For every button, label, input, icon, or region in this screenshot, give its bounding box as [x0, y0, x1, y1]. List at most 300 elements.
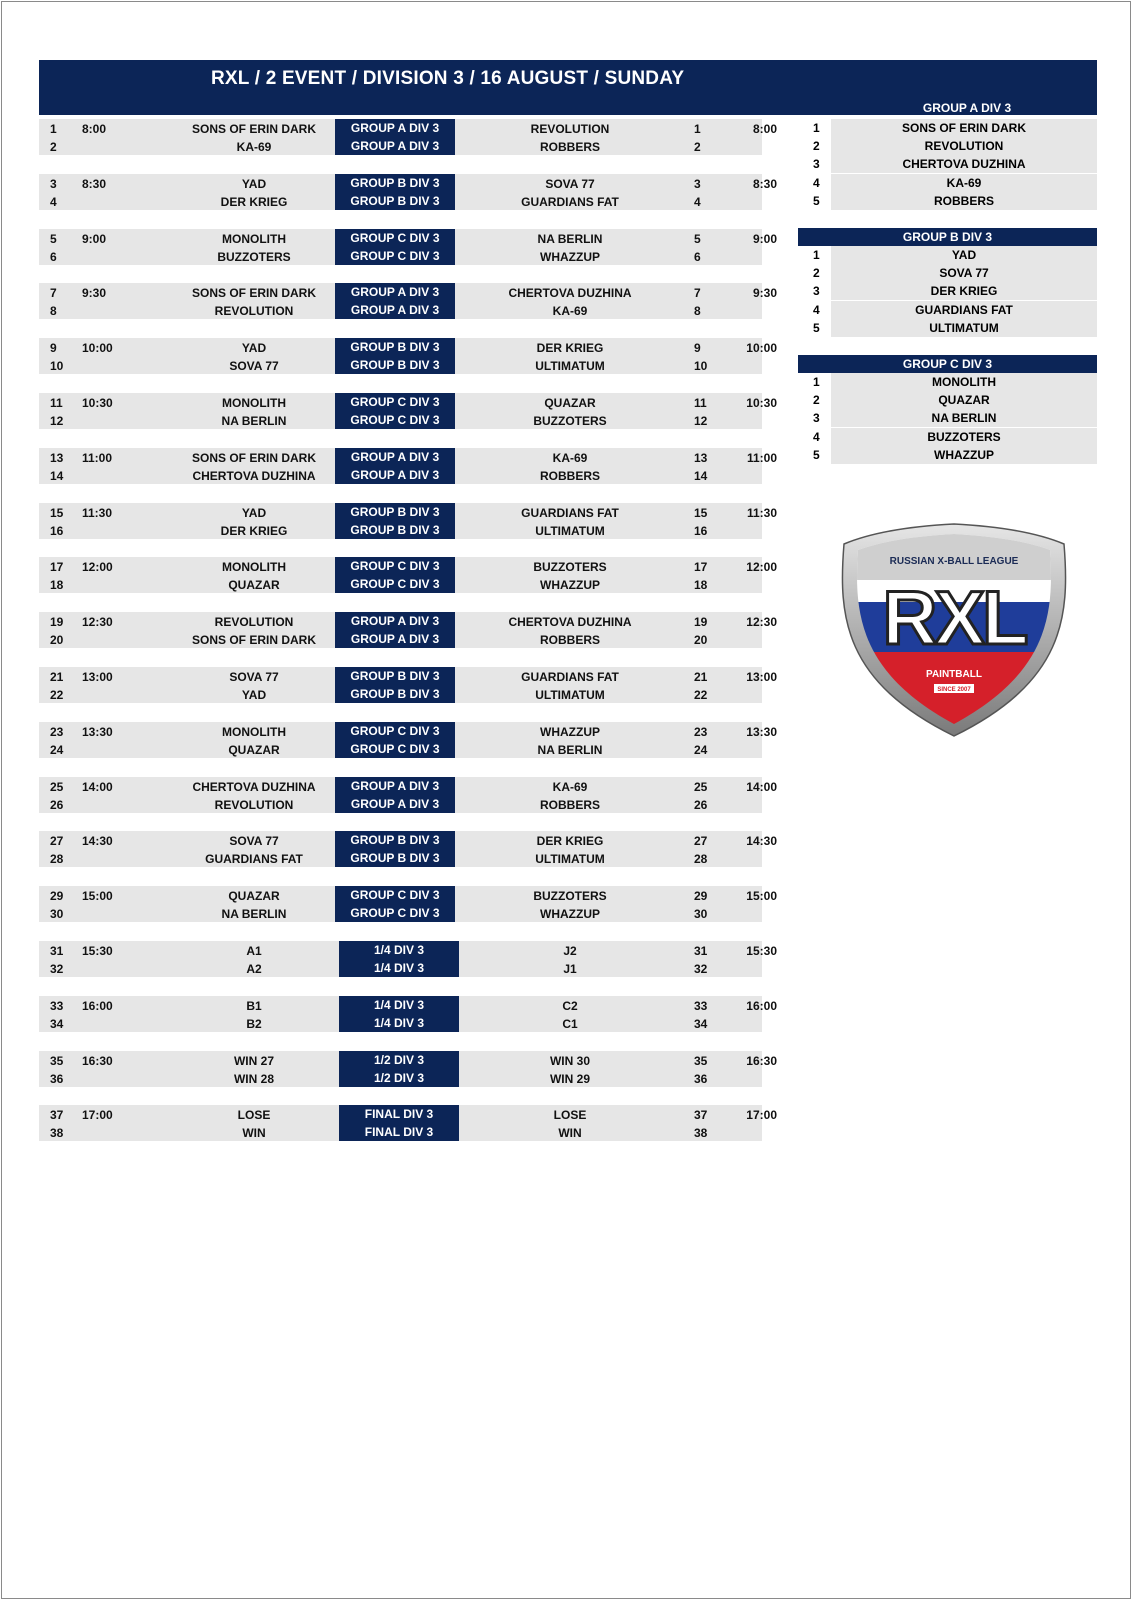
match-number: 34	[50, 1016, 64, 1031]
match-line-first	[39, 722, 777, 740]
home-team: QUAZAR	[228, 578, 280, 593]
standings-team: NA BERLIN	[831, 409, 1097, 427]
home-team: WIN 28	[233, 1071, 274, 1086]
standings-team: WHAZZUP	[831, 446, 1097, 464]
match-number-right: 5	[694, 231, 701, 246]
match-line-first	[39, 338, 777, 356]
home-team: B1	[246, 998, 262, 1013]
away-team: DER KRIEG	[536, 341, 604, 356]
match-line-first	[39, 393, 777, 411]
match-line-second	[39, 795, 762, 813]
match-number: 8	[50, 304, 57, 319]
match-line-first	[39, 448, 777, 466]
group-badge: GROUP B DIV 3	[335, 685, 455, 703]
away-team: WHAZZUP	[540, 724, 600, 739]
standings-team: BUZZOTERS	[831, 428, 1097, 446]
group-badge: GROUP C DIV 3	[335, 557, 455, 575]
match-line-first	[39, 1051, 777, 1069]
match-number: 28	[50, 852, 64, 867]
standings-position: 4	[798, 301, 831, 319]
match-number: 14	[50, 468, 64, 483]
match-number: 37	[50, 1108, 64, 1123]
match-number-right: 37	[694, 1108, 708, 1123]
match-line-first	[39, 557, 777, 575]
home-team: SONS OF ERIN DARK	[191, 286, 316, 301]
match-number: 20	[50, 633, 64, 648]
match-number-right: 29	[694, 889, 708, 904]
group-badge: FINAL DIV 3	[339, 1123, 459, 1141]
match-number: 7	[50, 286, 57, 301]
home-team: BUZZOTERS	[217, 249, 291, 264]
match-time-right: 15:00	[746, 889, 777, 904]
standings-row	[798, 319, 1097, 337]
standings-position: 4	[798, 174, 831, 192]
group-badge: 1/4 DIV 3	[339, 941, 459, 959]
home-team: YAD	[241, 176, 267, 191]
away-team: CHERTOVA DUZHINA	[508, 286, 632, 301]
standings-team: DER KRIEG	[831, 282, 1097, 300]
home-team: A1	[246, 944, 262, 958]
home-team: REVOLUTION	[214, 304, 294, 319]
away-team: GUARDIANS FAT	[521, 194, 619, 209]
standings-row	[798, 119, 1097, 137]
match-time: 9:30	[82, 286, 107, 301]
match-line-second	[39, 411, 762, 429]
away-team: GUARDIANS FAT	[521, 670, 619, 684]
away-team: KA-69	[552, 779, 588, 794]
match-block	[39, 119, 777, 155]
away-team: WIN 29	[549, 1071, 590, 1086]
match-line-first	[39, 174, 777, 192]
match-time-right: 11:00	[746, 450, 777, 465]
match-time: 13:00	[82, 670, 113, 684]
match-block	[39, 393, 777, 429]
match-time: 10:00	[82, 341, 113, 356]
match-number: 31	[50, 944, 64, 958]
match-block	[39, 1051, 777, 1087]
group-badge: GROUP C DIV 3	[335, 886, 455, 904]
match-time-right: 8:30	[752, 176, 777, 191]
home-team: SOVA 77	[229, 834, 279, 849]
match-time-right: 15:30	[746, 944, 777, 958]
header-banner	[39, 60, 1097, 115]
match-number: 25	[50, 779, 64, 794]
away-team: SOVA 77	[545, 176, 595, 191]
home-team: QUAZAR	[228, 889, 280, 904]
group-badge: 1/4 DIV 3	[339, 996, 459, 1014]
home-team: CHERTOVA DUZHINA	[192, 468, 316, 483]
match-time-right: 9:00	[752, 231, 777, 246]
match-time: 15:00	[82, 889, 113, 904]
match-time-right: 9:30	[752, 286, 777, 301]
match-number: 38	[50, 1126, 64, 1141]
away-team: ULTIMATUM	[535, 523, 605, 538]
standings-team: KA-69	[831, 174, 1097, 192]
match-line-second	[39, 630, 762, 648]
away-team: BUZZOTERS	[533, 889, 607, 904]
logo-bottom-text: PAINTBALL	[926, 669, 982, 680]
away-team: C1	[562, 1016, 578, 1031]
match-number-right: 36	[694, 1071, 708, 1086]
match-number: 29	[50, 889, 64, 904]
match-block	[39, 338, 777, 374]
match-number-right: 20	[694, 633, 708, 648]
away-team: WIN	[558, 1126, 582, 1141]
match-number: 17	[50, 560, 64, 575]
page-title: RXL / 2 EVENT / DIVISION 3 / 16 AUGUST / SUNDAY	[211, 68, 685, 89]
match-time: 13:30	[82, 724, 113, 739]
standings-position: 5	[798, 446, 831, 464]
match-number-right: 31	[694, 944, 708, 958]
standings-group-header: GROUP B DIV 3	[798, 228, 1097, 246]
match-block	[39, 557, 777, 593]
match-time: 11:30	[82, 505, 113, 520]
match-block	[39, 448, 777, 484]
away-team: REVOLUTION	[530, 122, 610, 136]
match-line-second	[39, 301, 762, 319]
match-number-right: 7	[694, 286, 701, 301]
group-badge: GROUP B DIV 3	[335, 831, 455, 849]
match-number: 13	[50, 450, 64, 465]
match-line-second	[39, 521, 762, 539]
standings-row	[798, 137, 1097, 155]
standings-row	[798, 192, 1097, 210]
match-time: 10:30	[82, 396, 113, 410]
standings-position: 2	[798, 264, 831, 282]
group-badge: GROUP B DIV 3	[335, 174, 455, 192]
match-number-right: 13	[694, 450, 708, 465]
standings-row	[798, 409, 1097, 427]
home-team: WIN	[242, 1126, 266, 1141]
home-team: B2	[246, 1016, 262, 1031]
standings-position: 1	[798, 119, 831, 137]
match-time-right: 12:00	[746, 560, 777, 575]
standings-team: ROBBERS	[831, 192, 1097, 210]
home-team: WIN 27	[233, 1053, 274, 1068]
match-block	[39, 941, 777, 977]
group-badge: GROUP C DIV 3	[335, 575, 455, 593]
group-badge: GROUP A DIV 3	[335, 795, 455, 813]
away-team: DER KRIEG	[536, 834, 604, 849]
home-team: REVOLUTION	[214, 615, 294, 630]
away-team: QUAZAR	[544, 396, 596, 410]
group-badge: GROUP C DIV 3	[335, 411, 455, 429]
standings-row	[798, 282, 1097, 300]
group-badge: GROUP C DIV 3	[335, 247, 455, 265]
match-line-second	[39, 192, 762, 210]
home-team: A2	[246, 962, 262, 976]
away-team: ULTIMATUM	[535, 688, 605, 702]
home-team: GUARDIANS FAT	[205, 852, 303, 867]
match-number: 1	[50, 122, 57, 136]
match-line-first	[39, 119, 777, 137]
away-team: ULTIMATUM	[535, 852, 605, 867]
match-number-right: 18	[694, 578, 708, 593]
match-number-right: 1	[694, 122, 701, 136]
match-number-right: 10	[694, 359, 708, 374]
match-time: 12:30	[82, 615, 113, 630]
match-time: 9:00	[82, 231, 107, 246]
home-team: SOVA 77	[229, 359, 279, 374]
away-team: WHAZZUP	[540, 578, 600, 593]
home-team: DER KRIEG	[220, 194, 288, 209]
away-team: ROBBERS	[539, 633, 600, 648]
rxl-logo	[838, 522, 1070, 737]
home-team: NA BERLIN	[221, 907, 287, 922]
match-line-first	[39, 283, 777, 301]
match-time-right: 13:30	[746, 724, 777, 739]
match-line-second	[39, 575, 762, 593]
match-line-second	[39, 247, 762, 265]
match-number-right: 15	[694, 505, 708, 520]
match-line-first	[39, 229, 777, 247]
home-team: NA BERLIN	[221, 414, 287, 428]
home-team: SONS OF ERIN DARK	[191, 450, 316, 465]
match-number: 4	[50, 194, 57, 209]
match-number: 24	[50, 742, 64, 757]
match-time: 17:00	[82, 1108, 113, 1123]
match-number-right: 28	[694, 852, 708, 867]
match-number-right: 33	[694, 998, 708, 1013]
away-team: GUARDIANS FAT	[521, 505, 619, 520]
away-team: WHAZZUP	[540, 249, 600, 264]
match-block	[39, 996, 777, 1032]
group-badge: GROUP B DIV 3	[335, 667, 455, 685]
match-number-right: 4	[694, 194, 701, 209]
match-time-right: 14:00	[746, 779, 777, 794]
match-number: 9	[50, 341, 57, 356]
group-badge: GROUP B DIV 3	[335, 356, 455, 374]
match-block	[39, 612, 777, 648]
standings-position: 1	[798, 246, 831, 264]
match-number: 32	[50, 962, 64, 976]
standings-team: REVOLUTION	[831, 137, 1097, 155]
standings-position: 3	[798, 409, 831, 427]
match-number-right: 25	[694, 779, 708, 794]
home-team: YAD	[241, 341, 267, 356]
match-block	[39, 722, 777, 758]
group-badge: GROUP C DIV 3	[335, 393, 455, 411]
away-team: C2	[562, 998, 578, 1013]
match-block	[39, 886, 777, 922]
group-badge: 1/2 DIV 3	[339, 1069, 459, 1087]
away-team: J1	[563, 962, 577, 976]
match-number-right: 14	[694, 468, 708, 483]
home-team: YAD	[241, 505, 267, 520]
home-team: SOVA 77	[229, 670, 279, 684]
match-line-second	[39, 685, 762, 703]
home-team: MONOLITH	[222, 724, 286, 739]
match-number-right: 8	[694, 304, 701, 319]
standings-row	[798, 428, 1097, 446]
match-number-right: 26	[694, 797, 708, 812]
away-team: ROBBERS	[539, 797, 600, 812]
standings-team: QUAZAR	[831, 391, 1097, 409]
match-time-right: 14:30	[746, 834, 777, 849]
match-line-first	[39, 996, 777, 1014]
group-badge: GROUP C DIV 3	[335, 229, 455, 247]
match-time: 11:00	[82, 450, 113, 465]
match-line-second	[39, 740, 762, 758]
match-number: 23	[50, 724, 64, 739]
group-badge: GROUP A DIV 3	[335, 466, 455, 484]
standings-row	[798, 301, 1097, 319]
standings-team: MONOLITH	[831, 373, 1097, 391]
standings-row	[798, 264, 1097, 282]
standings-position: 3	[798, 282, 831, 300]
logo-main-text: RXL	[882, 576, 1026, 661]
standings-position: 2	[798, 391, 831, 409]
match-time: 16:00	[82, 998, 113, 1013]
group-badge: GROUP A DIV 3	[335, 448, 455, 466]
standings-row	[798, 174, 1097, 192]
home-team: KA-69	[236, 140, 272, 154]
home-team: QUAZAR	[228, 742, 280, 757]
match-block	[39, 174, 777, 210]
standings-team: CHERTOVA DUZHINA	[831, 155, 1097, 173]
away-team: ULTIMATUM	[535, 359, 605, 374]
match-time: 15:30	[82, 944, 113, 958]
match-number: 5	[50, 231, 57, 246]
home-team: SONS OF ERIN DARK	[191, 633, 316, 648]
match-line-second	[39, 1069, 762, 1087]
standings-team: YAD	[831, 246, 1097, 264]
standings-team: SONS OF ERIN DARK	[831, 119, 1097, 137]
match-time: 12:00	[82, 560, 113, 575]
match-time: 14:00	[82, 779, 113, 794]
match-line-second	[39, 1014, 762, 1032]
group-badge: GROUP A DIV 3	[335, 283, 455, 301]
standings-row	[798, 391, 1097, 409]
match-number-right: 17	[694, 560, 708, 575]
group-badge: GROUP A DIV 3	[335, 301, 455, 319]
home-team: MONOLITH	[222, 231, 286, 246]
away-team: ROBBERS	[539, 140, 600, 154]
match-number-right: 2	[694, 140, 701, 154]
match-number: 16	[50, 523, 64, 538]
match-time-right: 13:00	[746, 670, 777, 684]
match-number: 10	[50, 359, 64, 374]
group-badge: GROUP A DIV 3	[335, 119, 455, 137]
group-badge: 1/4 DIV 3	[339, 959, 459, 977]
group-badge: GROUP C DIV 3	[335, 722, 455, 740]
match-line-second	[39, 904, 762, 922]
match-number: 27	[50, 834, 64, 849]
group-badge: GROUP B DIV 3	[335, 503, 455, 521]
match-line-second	[39, 356, 762, 374]
match-block	[39, 667, 777, 703]
match-time: 8:30	[82, 176, 107, 191]
match-number: 26	[50, 797, 64, 812]
standings-row	[798, 373, 1097, 391]
match-time-right: 17:00	[746, 1108, 777, 1123]
standings-position: 5	[798, 319, 831, 337]
away-team: LOSE	[553, 1108, 587, 1123]
match-number: 36	[50, 1071, 64, 1086]
group-badge: GROUP B DIV 3	[335, 521, 455, 539]
match-time-right: 10:30	[746, 396, 777, 410]
group-badge: GROUP A DIV 3	[335, 612, 455, 630]
standings-row	[798, 155, 1097, 173]
match-number: 11	[50, 396, 63, 410]
match-line-first	[39, 503, 777, 521]
standings-row	[798, 246, 1097, 264]
match-line-second	[39, 1123, 762, 1141]
match-line-first	[39, 1105, 777, 1123]
match-number-right: 21	[694, 670, 708, 684]
away-team: NA BERLIN	[537, 742, 603, 757]
match-number: 15	[50, 505, 64, 520]
match-number-right: 22	[694, 688, 708, 702]
away-team: BUZZOTERS	[533, 414, 607, 428]
match-time: 14:30	[82, 834, 113, 849]
standings-team: ULTIMATUM	[831, 319, 1097, 337]
match-time-right: 16:30	[746, 1053, 777, 1068]
away-team: J2	[563, 944, 577, 958]
match-number: 19	[50, 615, 64, 630]
home-team: REVOLUTION	[214, 797, 294, 812]
home-team: YAD	[241, 688, 267, 702]
group-badge: FINAL DIV 3	[339, 1105, 459, 1123]
match-block	[39, 777, 777, 813]
home-team: LOSE	[237, 1108, 271, 1123]
away-team: ROBBERS	[539, 468, 600, 483]
match-number-right: 35	[694, 1053, 708, 1068]
home-team: MONOLITH	[222, 396, 286, 410]
match-time: 16:30	[82, 1053, 113, 1068]
group-badge: 1/4 DIV 3	[339, 1014, 459, 1032]
match-line-first	[39, 667, 777, 685]
group-badge: GROUP A DIV 3	[335, 137, 455, 155]
match-number: 30	[50, 907, 64, 922]
logo-top-text: RUSSIAN X-BALL LEAGUE	[889, 556, 1019, 567]
logo-since-text: SINCE 2007	[937, 687, 971, 693]
match-number-right: 12	[694, 414, 708, 428]
away-team: WIN 30	[549, 1053, 590, 1068]
group-badge: GROUP C DIV 3	[335, 904, 455, 922]
standings-position: 3	[798, 155, 831, 173]
match-number: 6	[50, 249, 57, 264]
match-number: 22	[50, 688, 64, 702]
match-number: 21	[50, 670, 64, 684]
match-line-first	[39, 777, 777, 795]
match-time: 8:00	[82, 122, 107, 136]
home-team: MONOLITH	[222, 560, 286, 575]
home-team: DER KRIEG	[220, 523, 288, 538]
match-line-second	[39, 137, 762, 155]
standings-group-header: GROUP C DIV 3	[798, 355, 1097, 373]
match-number: 33	[50, 998, 64, 1013]
match-number-right: 9	[694, 341, 701, 356]
match-number-right: 27	[694, 834, 708, 849]
match-block	[39, 831, 777, 867]
standings-team: GUARDIANS FAT	[831, 301, 1097, 319]
away-team: WHAZZUP	[540, 907, 600, 922]
match-time-right: 12:30	[746, 615, 777, 630]
group-badge: GROUP B DIV 3	[335, 192, 455, 210]
away-team: KA-69	[552, 304, 588, 319]
match-block	[39, 229, 777, 265]
match-line-second	[39, 959, 762, 977]
group-badge: 1/2 DIV 3	[339, 1051, 459, 1069]
group-badge: GROUP C DIV 3	[335, 740, 455, 758]
match-block	[39, 503, 777, 539]
match-block	[39, 283, 777, 319]
standings-position: 2	[798, 137, 831, 155]
match-number-right: 11	[694, 396, 707, 410]
match-line-first	[39, 886, 777, 904]
standings-group-a-header: GROUP A DIV 3	[922, 101, 1012, 115]
